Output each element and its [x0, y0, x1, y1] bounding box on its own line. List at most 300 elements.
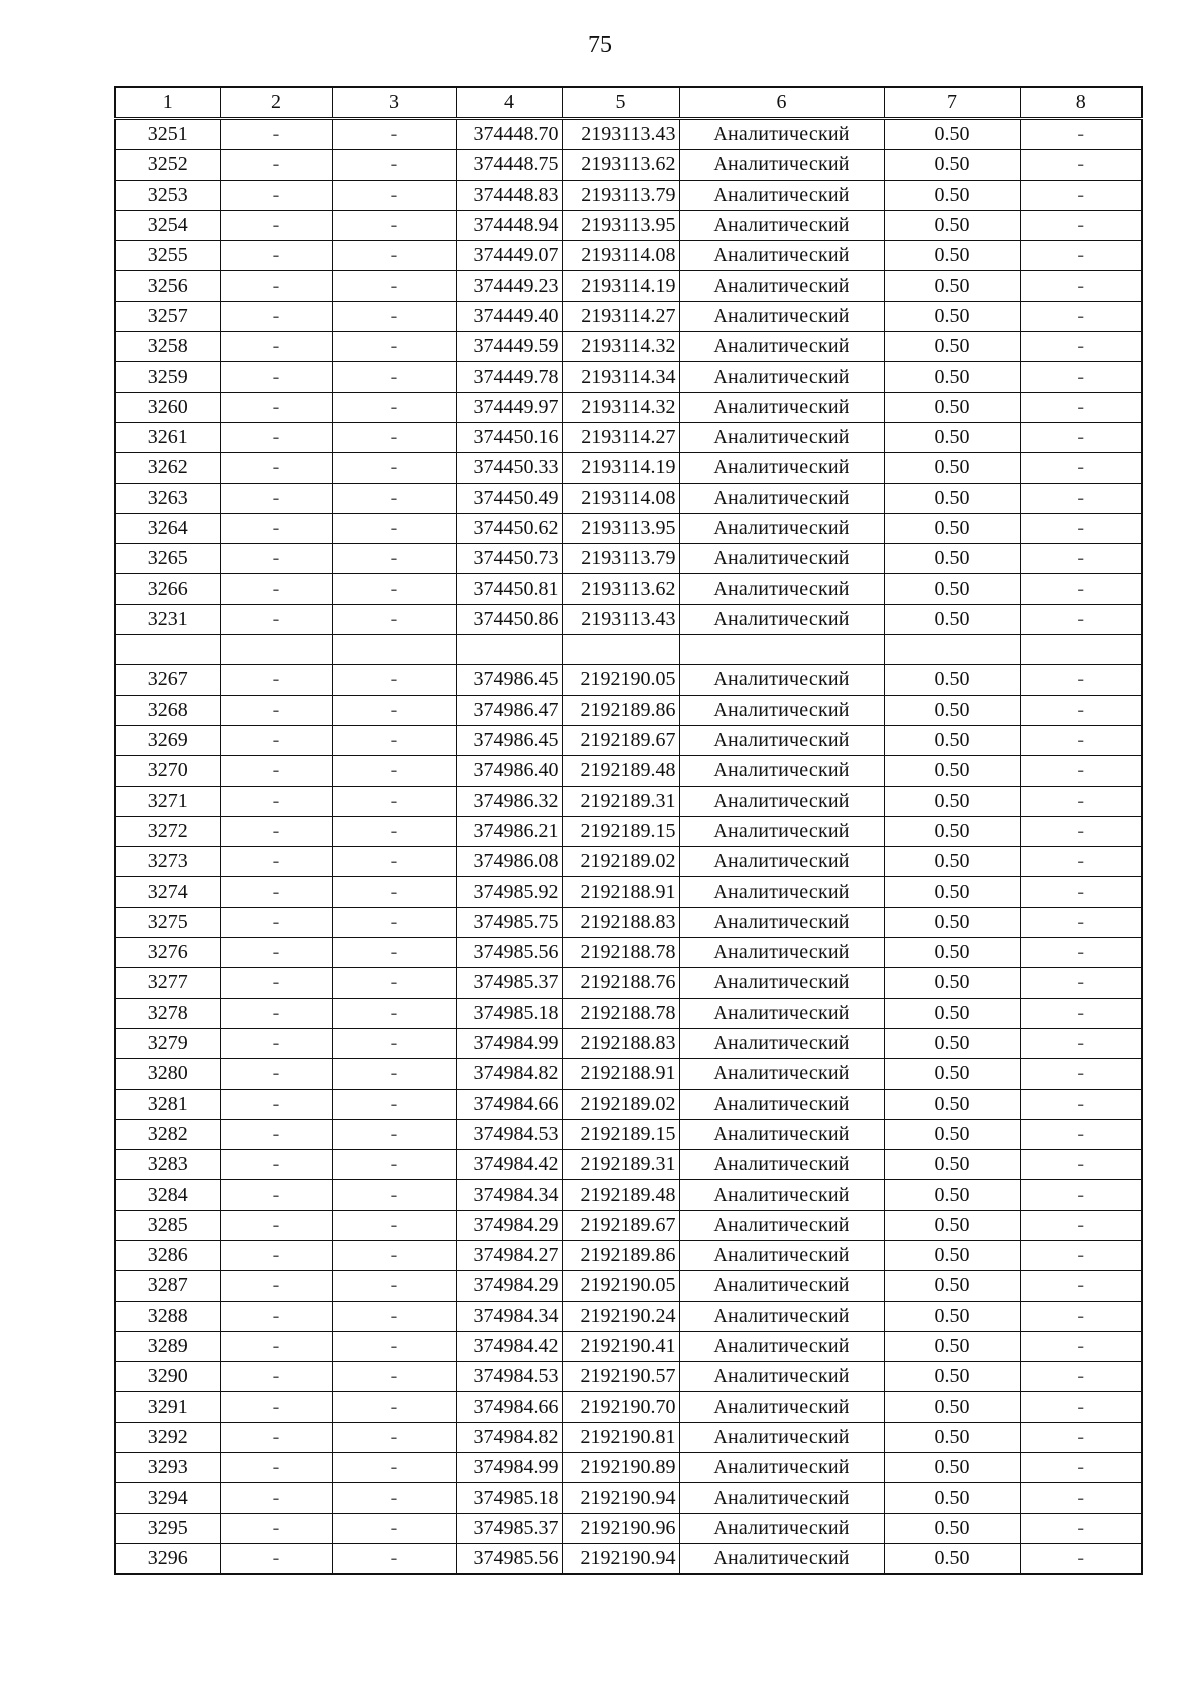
point-number-cell: 3262 [115, 453, 220, 483]
table-row [115, 1362, 1142, 1392]
col-3-cell: - [332, 1210, 456, 1240]
col-2-cell: - [220, 1180, 332, 1210]
y-coordinate-cell: 2193114.27 [562, 422, 679, 452]
col-2-cell: - [220, 1150, 332, 1180]
point-number-cell: 3251 [115, 119, 220, 150]
point-number-cell: 3279 [115, 1028, 220, 1058]
col-3-cell: - [332, 271, 456, 301]
accuracy-cell: 0.50 [884, 786, 1020, 816]
table-row [115, 1240, 1142, 1270]
point-number-cell: 3231 [115, 604, 220, 634]
accuracy-cell [884, 635, 1020, 665]
table-row [115, 574, 1142, 604]
table-row [115, 1028, 1142, 1058]
accuracy-cell: 0.50 [884, 241, 1020, 271]
point-number-cell: 3267 [115, 665, 220, 695]
column-header: 3 [332, 87, 456, 119]
accuracy-cell: 0.50 [884, 665, 1020, 695]
col-3-cell: - [332, 1119, 456, 1149]
method-cell: Аналитический [679, 574, 884, 604]
col-2-cell: - [220, 210, 332, 240]
method-cell: Аналитический [679, 665, 884, 695]
y-coordinate-cell: 2192189.15 [562, 816, 679, 846]
y-coordinate-cell: 2192190.96 [562, 1513, 679, 1543]
point-number-cell [115, 635, 220, 665]
col-2-cell: - [220, 1210, 332, 1240]
table-row [115, 392, 1142, 422]
table-row [115, 1453, 1142, 1483]
accuracy-cell: 0.50 [884, 150, 1020, 180]
column-header: 5 [562, 87, 679, 119]
col-2-cell: - [220, 544, 332, 574]
accuracy-cell: 0.50 [884, 1119, 1020, 1149]
x-coordinate-cell: 374985.56 [456, 1543, 562, 1574]
col-3-cell: - [332, 119, 456, 150]
col-8-cell: - [1020, 877, 1142, 907]
method-cell: Аналитический [679, 907, 884, 937]
col-2-cell: - [220, 816, 332, 846]
table-row [115, 1483, 1142, 1513]
col-3-cell: - [332, 241, 456, 271]
x-coordinate-cell: 374984.27 [456, 1240, 562, 1270]
table-row [115, 1180, 1142, 1210]
accuracy-cell: 0.50 [884, 513, 1020, 543]
table-row [115, 695, 1142, 725]
point-number-cell: 3255 [115, 241, 220, 271]
col-8-cell: - [1020, 574, 1142, 604]
table-row [115, 1059, 1142, 1089]
table-row [115, 1210, 1142, 1240]
accuracy-cell: 0.50 [884, 483, 1020, 513]
method-cell: Аналитический [679, 453, 884, 483]
method-cell: Аналитический [679, 150, 884, 180]
col-8-cell: - [1020, 362, 1142, 392]
col-8-cell: - [1020, 301, 1142, 331]
y-coordinate-cell: 2192189.48 [562, 1180, 679, 1210]
coordinates-table [114, 86, 1143, 1575]
col-3-cell: - [332, 513, 456, 543]
col-8-cell: - [1020, 544, 1142, 574]
point-number-cell: 3265 [115, 544, 220, 574]
col-8-cell: - [1020, 1543, 1142, 1574]
point-number-cell: 3293 [115, 1453, 220, 1483]
method-cell: Аналитический [679, 1210, 884, 1240]
col-2-cell: - [220, 1483, 332, 1513]
y-coordinate-cell: 2192190.41 [562, 1331, 679, 1361]
table-row [115, 1089, 1142, 1119]
table-row [115, 665, 1142, 695]
x-coordinate-cell: 374986.45 [456, 665, 562, 695]
x-coordinate-cell: 374984.34 [456, 1180, 562, 1210]
method-cell: Аналитический [679, 1362, 884, 1392]
col-2-cell: - [220, 301, 332, 331]
accuracy-cell: 0.50 [884, 453, 1020, 483]
point-number-cell: 3254 [115, 210, 220, 240]
col-8-cell: - [1020, 1362, 1142, 1392]
method-cell: Аналитический [679, 1453, 884, 1483]
point-number-cell: 3268 [115, 695, 220, 725]
table-row [115, 968, 1142, 998]
col-8-cell: - [1020, 604, 1142, 634]
table-row [115, 1392, 1142, 1422]
x-coordinate-cell: 374984.29 [456, 1271, 562, 1301]
x-coordinate-cell: 374984.53 [456, 1119, 562, 1149]
y-coordinate-cell: 2193114.19 [562, 271, 679, 301]
x-coordinate-cell: 374449.23 [456, 271, 562, 301]
col-3-cell: - [332, 847, 456, 877]
col-8-cell: - [1020, 725, 1142, 755]
method-cell: Аналитический [679, 725, 884, 755]
col-8-cell: - [1020, 271, 1142, 301]
point-number-cell: 3271 [115, 786, 220, 816]
col-2-cell: - [220, 271, 332, 301]
col-8-cell: - [1020, 1301, 1142, 1331]
x-coordinate-cell: 374450.73 [456, 544, 562, 574]
col-2-cell: - [220, 574, 332, 604]
point-number-cell: 3274 [115, 877, 220, 907]
table-row [115, 604, 1142, 634]
x-coordinate-cell: 374450.49 [456, 483, 562, 513]
y-coordinate-cell: 2192190.81 [562, 1422, 679, 1452]
col-3-cell: - [332, 1271, 456, 1301]
header-row [115, 87, 1142, 119]
accuracy-cell: 0.50 [884, 1483, 1020, 1513]
col-3-cell: - [332, 574, 456, 604]
y-coordinate-cell: 2192189.31 [562, 786, 679, 816]
y-coordinate-cell: 2193113.79 [562, 180, 679, 210]
col-3-cell: - [332, 968, 456, 998]
x-coordinate-cell: 374985.75 [456, 907, 562, 937]
col-2-cell: - [220, 180, 332, 210]
y-coordinate-cell: 2192189.67 [562, 725, 679, 755]
col-2-cell: - [220, 1059, 332, 1089]
column-header: 1 [115, 87, 220, 119]
col-8-cell: - [1020, 1453, 1142, 1483]
table-row [115, 332, 1142, 362]
y-coordinate-cell: 2193114.32 [562, 392, 679, 422]
y-coordinate-cell: 2192188.91 [562, 877, 679, 907]
table-row [115, 877, 1142, 907]
point-number-cell: 3269 [115, 725, 220, 755]
point-number-cell: 3272 [115, 816, 220, 846]
col-3-cell: - [332, 1331, 456, 1361]
point-number-cell: 3252 [115, 150, 220, 180]
method-cell: Аналитический [679, 392, 884, 422]
method-cell: Аналитический [679, 756, 884, 786]
col-2-cell: - [220, 241, 332, 271]
col-3-cell: - [332, 877, 456, 907]
x-coordinate-cell: 374448.83 [456, 180, 562, 210]
x-coordinate-cell: 374985.56 [456, 938, 562, 968]
col-3-cell: - [332, 998, 456, 1028]
col-2-cell: - [220, 968, 332, 998]
y-coordinate-cell: 2192189.86 [562, 695, 679, 725]
table-row [115, 816, 1142, 846]
col-3-cell: - [332, 1089, 456, 1119]
accuracy-cell: 0.50 [884, 1210, 1020, 1240]
col-3-cell: - [332, 1150, 456, 1180]
table-row [115, 241, 1142, 271]
accuracy-cell: 0.50 [884, 1422, 1020, 1452]
method-cell: Аналитический [679, 604, 884, 634]
accuracy-cell: 0.50 [884, 756, 1020, 786]
col-8-cell [1020, 635, 1142, 665]
x-coordinate-cell: 374449.59 [456, 332, 562, 362]
col-2-cell: - [220, 483, 332, 513]
accuracy-cell: 0.50 [884, 1453, 1020, 1483]
accuracy-cell: 0.50 [884, 938, 1020, 968]
y-coordinate-cell: 2192190.57 [562, 1362, 679, 1392]
point-number-cell: 3275 [115, 907, 220, 937]
y-coordinate-cell: 2192189.48 [562, 756, 679, 786]
method-cell: Аналитический [679, 513, 884, 543]
col-3-cell: - [332, 1301, 456, 1331]
accuracy-cell: 0.50 [884, 544, 1020, 574]
table-row [115, 453, 1142, 483]
col-3-cell: - [332, 1392, 456, 1422]
y-coordinate-cell: 2193113.62 [562, 150, 679, 180]
accuracy-cell: 0.50 [884, 332, 1020, 362]
x-coordinate-cell: 374986.45 [456, 725, 562, 755]
y-coordinate-cell: 2192190.70 [562, 1392, 679, 1422]
accuracy-cell: 0.50 [884, 271, 1020, 301]
point-number-cell: 3294 [115, 1483, 220, 1513]
col-2-cell: - [220, 513, 332, 543]
method-cell: Аналитический [679, 210, 884, 240]
table-row [115, 362, 1142, 392]
column-header: 4 [456, 87, 562, 119]
x-coordinate-cell: 374448.75 [456, 150, 562, 180]
point-number-cell: 3282 [115, 1119, 220, 1149]
table-row [115, 756, 1142, 786]
column-header: 6 [679, 87, 884, 119]
method-cell: Аналитический [679, 422, 884, 452]
accuracy-cell: 0.50 [884, 816, 1020, 846]
point-number-cell: 3278 [115, 998, 220, 1028]
x-coordinate-cell: 374448.94 [456, 210, 562, 240]
accuracy-cell: 0.50 [884, 362, 1020, 392]
col-8-cell: - [1020, 816, 1142, 846]
y-coordinate-cell: 2192189.15 [562, 1119, 679, 1149]
accuracy-cell: 0.50 [884, 1301, 1020, 1331]
accuracy-cell: 0.50 [884, 1392, 1020, 1422]
method-cell: Аналитический [679, 847, 884, 877]
method-cell: Аналитический [679, 1331, 884, 1361]
y-coordinate-cell: 2193113.79 [562, 544, 679, 574]
y-coordinate-cell: 2192188.83 [562, 907, 679, 937]
y-coordinate-cell: 2193114.32 [562, 332, 679, 362]
col-3-cell: - [332, 483, 456, 513]
col-3-cell: - [332, 1422, 456, 1452]
x-coordinate-cell: 374985.37 [456, 1513, 562, 1543]
col-2-cell: - [220, 695, 332, 725]
method-cell: Аналитический [679, 1089, 884, 1119]
y-coordinate-cell: 2193114.19 [562, 453, 679, 483]
accuracy-cell: 0.50 [884, 422, 1020, 452]
accuracy-cell: 0.50 [884, 574, 1020, 604]
y-coordinate-cell: 2193114.08 [562, 241, 679, 271]
x-coordinate-cell: 374984.29 [456, 1210, 562, 1240]
point-number-cell: 3296 [115, 1543, 220, 1574]
accuracy-cell: 0.50 [884, 725, 1020, 755]
accuracy-cell: 0.50 [884, 1362, 1020, 1392]
col-2-cell: - [220, 847, 332, 877]
table-row [115, 150, 1142, 180]
table-row [115, 119, 1142, 150]
accuracy-cell: 0.50 [884, 847, 1020, 877]
x-coordinate-cell: 374450.16 [456, 422, 562, 452]
table-row [115, 513, 1142, 543]
y-coordinate-cell: 2192190.94 [562, 1543, 679, 1574]
y-coordinate-cell: 2192188.83 [562, 1028, 679, 1058]
col-2-cell: - [220, 362, 332, 392]
x-coordinate-cell: 374986.32 [456, 786, 562, 816]
method-cell: Аналитический [679, 180, 884, 210]
col-8-cell: - [1020, 332, 1142, 362]
col-2-cell: - [220, 453, 332, 483]
accuracy-cell: 0.50 [884, 119, 1020, 150]
method-cell: Аналитический [679, 1543, 884, 1574]
accuracy-cell: 0.50 [884, 907, 1020, 937]
col-3-cell: - [332, 301, 456, 331]
accuracy-cell: 0.50 [884, 877, 1020, 907]
x-coordinate-cell: 374450.33 [456, 453, 562, 483]
y-coordinate-cell: 2192188.76 [562, 968, 679, 998]
col-8-cell: - [1020, 1331, 1142, 1361]
col-8-cell: - [1020, 938, 1142, 968]
y-coordinate-cell: 2193113.95 [562, 210, 679, 240]
col-8-cell: - [1020, 1422, 1142, 1452]
y-coordinate-cell: 2192189.67 [562, 1210, 679, 1240]
col-2-cell: - [220, 1089, 332, 1119]
col-2-cell: - [220, 1513, 332, 1543]
point-number-cell: 3284 [115, 1180, 220, 1210]
method-cell: Аналитический [679, 695, 884, 725]
method-cell: Аналитический [679, 938, 884, 968]
table-row [115, 938, 1142, 968]
point-number-cell: 3286 [115, 1240, 220, 1270]
point-number-cell: 3280 [115, 1059, 220, 1089]
point-number-cell: 3287 [115, 1271, 220, 1301]
y-coordinate-cell: 2193114.08 [562, 483, 679, 513]
x-coordinate-cell: 374984.53 [456, 1362, 562, 1392]
col-8-cell: - [1020, 180, 1142, 210]
method-cell: Аналитический [679, 301, 884, 331]
method-cell: Аналитический [679, 1180, 884, 1210]
col-3-cell: - [332, 1362, 456, 1392]
point-number-cell: 3256 [115, 271, 220, 301]
point-number-cell: 3260 [115, 392, 220, 422]
col-8-cell: - [1020, 150, 1142, 180]
table-row [115, 1513, 1142, 1543]
x-coordinate-cell: 374448.70 [456, 119, 562, 150]
accuracy-cell: 0.50 [884, 392, 1020, 422]
col-3-cell: - [332, 1453, 456, 1483]
method-cell: Аналитический [679, 1119, 884, 1149]
y-coordinate-cell: 2192190.05 [562, 1271, 679, 1301]
method-cell: Аналитический [679, 1513, 884, 1543]
y-coordinate-cell: 2193113.43 [562, 119, 679, 150]
col-8-cell: - [1020, 756, 1142, 786]
col-2-cell: - [220, 1422, 332, 1452]
accuracy-cell: 0.50 [884, 968, 1020, 998]
table-row [115, 847, 1142, 877]
x-coordinate-cell: 374449.78 [456, 362, 562, 392]
table-row [115, 1543, 1142, 1574]
x-coordinate-cell: 374986.40 [456, 756, 562, 786]
table-row [115, 483, 1142, 513]
col-8-cell: - [1020, 1089, 1142, 1119]
point-number-cell: 3257 [115, 301, 220, 331]
accuracy-cell: 0.50 [884, 604, 1020, 634]
col-8-cell: - [1020, 1513, 1142, 1543]
col-2-cell: - [220, 119, 332, 150]
col-8-cell: - [1020, 453, 1142, 483]
table-row [115, 422, 1142, 452]
point-number-cell: 3288 [115, 1301, 220, 1331]
col-8-cell: - [1020, 513, 1142, 543]
col-3-cell: - [332, 756, 456, 786]
x-coordinate-cell: 374984.99 [456, 1453, 562, 1483]
col-8-cell: - [1020, 1483, 1142, 1513]
method-cell [679, 635, 884, 665]
x-coordinate-cell: 374449.97 [456, 392, 562, 422]
y-coordinate-cell: 2192188.78 [562, 938, 679, 968]
method-cell: Аналитический [679, 544, 884, 574]
y-coordinate-cell: 2192189.02 [562, 847, 679, 877]
x-coordinate-cell: 374984.66 [456, 1392, 562, 1422]
method-cell: Аналитический [679, 816, 884, 846]
col-8-cell: - [1020, 847, 1142, 877]
x-coordinate-cell: 374449.40 [456, 301, 562, 331]
method-cell: Аналитический [679, 241, 884, 271]
table-row [115, 1119, 1142, 1149]
x-coordinate-cell: 374984.82 [456, 1422, 562, 1452]
y-coordinate-cell: 2192190.24 [562, 1301, 679, 1331]
col-3-cell: - [332, 786, 456, 816]
method-cell: Аналитический [679, 1059, 884, 1089]
col-2-cell: - [220, 604, 332, 634]
accuracy-cell: 0.50 [884, 1543, 1020, 1574]
y-coordinate-cell: 2192190.05 [562, 665, 679, 695]
y-coordinate-cell: 2193113.43 [562, 604, 679, 634]
table-row [115, 1301, 1142, 1331]
point-number-cell: 3290 [115, 1362, 220, 1392]
table-row [115, 210, 1142, 240]
method-cell: Аналитический [679, 1271, 884, 1301]
x-coordinate-cell: 374984.99 [456, 1028, 562, 1058]
table-body [115, 119, 1142, 1575]
col-3-cell: - [332, 816, 456, 846]
column-header: 7 [884, 87, 1020, 119]
method-cell: Аналитический [679, 1392, 884, 1422]
col-2-cell: - [220, 907, 332, 937]
y-coordinate-cell: 2192190.89 [562, 1453, 679, 1483]
accuracy-cell: 0.50 [884, 1028, 1020, 1058]
x-coordinate-cell: 374986.21 [456, 816, 562, 846]
table-row [115, 544, 1142, 574]
method-cell: Аналитический [679, 998, 884, 1028]
table-row [115, 1271, 1142, 1301]
col-2-cell: - [220, 725, 332, 755]
accuracy-cell: 0.50 [884, 1331, 1020, 1361]
col-8-cell: - [1020, 1180, 1142, 1210]
col-3-cell: - [332, 1028, 456, 1058]
x-coordinate-cell: 374985.18 [456, 998, 562, 1028]
col-2-cell: - [220, 1271, 332, 1301]
col-2-cell: - [220, 150, 332, 180]
y-coordinate-cell: 2192189.31 [562, 1150, 679, 1180]
